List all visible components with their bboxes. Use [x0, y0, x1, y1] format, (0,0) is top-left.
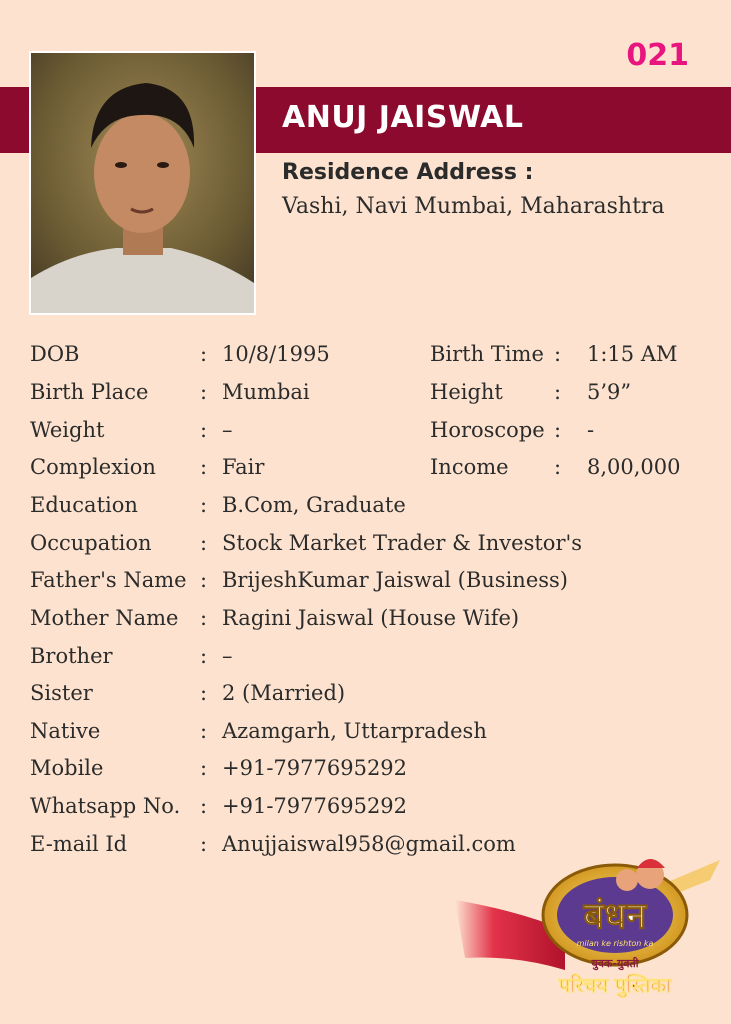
detail-value: - — [587, 418, 595, 442]
detail-label: Complexion — [30, 455, 156, 479]
residence-address-label: Residence Address : — [282, 160, 534, 185]
detail-label: Father's Name — [30, 568, 187, 592]
detail-label: Education — [30, 493, 138, 517]
detail-value: Fair — [222, 455, 265, 479]
detail-separator: : — [200, 493, 208, 517]
detail-label: Whatsapp No. — [30, 794, 181, 818]
page-number: 021 — [626, 38, 689, 73]
detail-separator: : — [554, 455, 562, 479]
detail-label: Height — [430, 380, 503, 404]
detail-value: – — [222, 644, 233, 668]
logo-main-text: बंधन — [583, 896, 647, 937]
detail-label: Mother Name — [30, 606, 179, 630]
detail-separator: : — [200, 832, 208, 856]
logo-subtitle-top: युवक-युवती — [591, 957, 639, 970]
detail-separator: : — [554, 380, 562, 404]
detail-value: Stock Market Trader & Investor's — [222, 531, 583, 555]
profile-photo — [29, 51, 256, 315]
detail-label: Birth Place — [30, 380, 149, 404]
detail-value: – — [222, 418, 233, 442]
detail-separator: : — [200, 719, 208, 743]
profile-name: ANUJ JAISWAL — [282, 100, 524, 135]
detail-label: Mobile — [30, 756, 104, 780]
detail-label: E-mail Id — [30, 832, 128, 856]
detail-label: Weight — [30, 418, 105, 442]
detail-value: 8,00,000 — [587, 455, 681, 479]
detail-separator: : — [554, 418, 562, 442]
detail-value: 5’9” — [587, 380, 632, 404]
detail-value: B.Com, Graduate — [222, 493, 406, 517]
detail-separator: : — [200, 681, 208, 705]
detail-value: Azamgarh, Uttarpradesh — [222, 719, 487, 743]
detail-value: Anujjaiswal958@gmail.com — [222, 832, 516, 856]
logo-tagline: milan ke rishton ka — [576, 939, 654, 948]
detail-separator: : — [200, 644, 208, 668]
residence-address-value: Vashi, Navi Mumbai, Maharashtra — [282, 194, 665, 219]
detail-label: DOB — [30, 342, 80, 366]
bandhan-logo — [455, 850, 725, 1000]
detail-separator: : — [200, 455, 208, 479]
detail-value: BrijeshKumar Jaiswal (Business) — [222, 568, 568, 592]
detail-separator: : — [200, 606, 208, 630]
detail-label: Sister — [30, 681, 93, 705]
detail-separator: : — [200, 380, 208, 404]
detail-label: Native — [30, 719, 101, 743]
detail-value: +91-7977695292 — [222, 756, 408, 780]
detail-separator: : — [200, 342, 208, 366]
logo-subtitle-bottom: परिचय पुस्तिका — [558, 973, 672, 997]
detail-label: Income — [430, 455, 509, 479]
detail-separator: : — [200, 531, 208, 555]
detail-value: Mumbai — [222, 380, 310, 404]
detail-label: Brother — [30, 644, 113, 668]
detail-label: Birth Time — [430, 342, 544, 366]
detail-separator: : — [200, 756, 208, 780]
detail-separator: : — [200, 418, 208, 442]
detail-label: Horoscope — [430, 418, 545, 442]
detail-value: 1:15 AM — [587, 342, 678, 366]
detail-label: Occupation — [30, 531, 152, 555]
detail-value: +91-7977695292 — [222, 794, 408, 818]
detail-separator: : — [200, 568, 208, 592]
detail-separator: : — [554, 342, 562, 366]
detail-value: Ragini Jaiswal (House Wife) — [222, 606, 520, 630]
detail-separator: : — [200, 794, 208, 818]
detail-value: 2 (Married) — [222, 681, 346, 705]
detail-value: 10/8/1995 — [222, 342, 330, 366]
